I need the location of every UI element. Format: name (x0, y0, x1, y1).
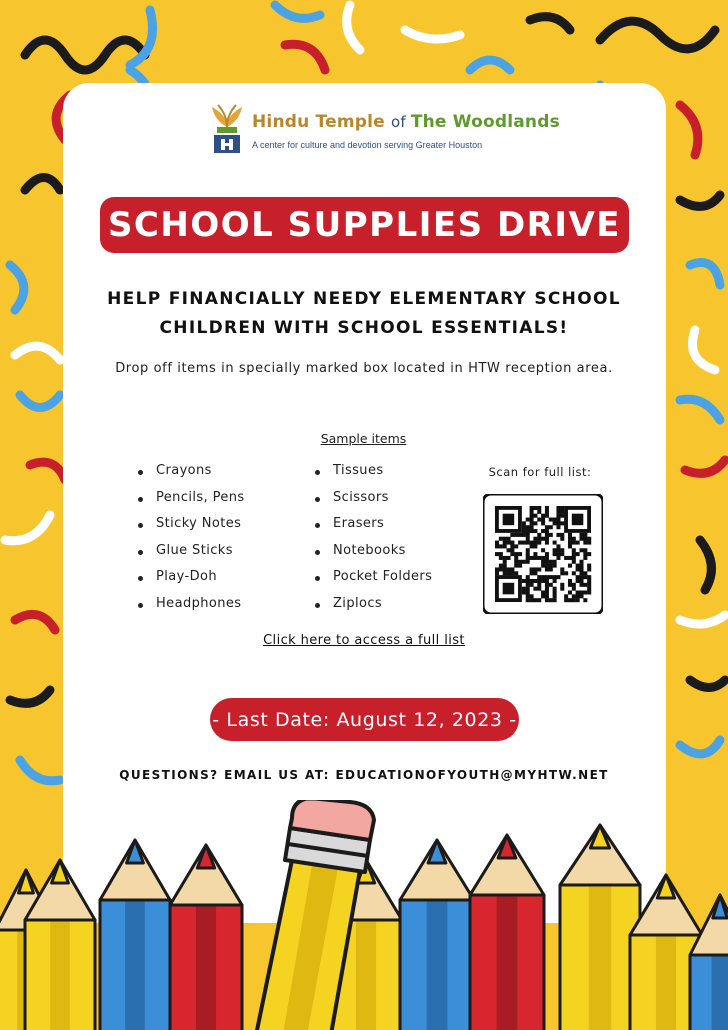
items-list-right (313, 463, 432, 623)
org-name-part2: of (390, 113, 411, 131)
list-item: Tissues (313, 463, 432, 490)
list-item: Pencils, Pens (136, 490, 245, 517)
list-item: Headphones (136, 596, 245, 623)
full-list-link-wrapper (200, 633, 528, 648)
scan-label: Scan for full list: (488, 465, 592, 479)
list-item: Erasers (313, 516, 432, 543)
qr-code-icon[interactable] (483, 494, 603, 614)
organization-name (252, 112, 560, 132)
list-item: Glue Sticks (136, 543, 245, 570)
items-list-left (136, 463, 245, 623)
list-item: Sticky Notes (136, 516, 245, 543)
headline-line-2: CHILDREN WITH SCHOOL ESSENTIALS! (159, 318, 569, 338)
org-name-part1: Hindu Temple (252, 112, 391, 132)
list-item: Crayons (136, 463, 245, 490)
organization-tagline: A center for culture and devotion serving Greater Houston (252, 140, 483, 150)
contact-email: QUESTIONS? EMAIL US AT: EDUCATIONOFYOUTH@MYHTW.NET (119, 768, 609, 782)
list-item: Notebooks (313, 543, 432, 570)
headline-line-1: HELP FINANCIALLY NEEDY ELEMENTARY SCHOOL (107, 289, 621, 309)
sample-items-heading: Sample items (320, 431, 407, 446)
list-item: Ziplocs (313, 596, 432, 623)
temple-logo-icon (208, 103, 246, 155)
last-date-text: - Last Date: August 12, 2023 - (212, 708, 517, 731)
page-title: SCHOOL SUPPLIES DRIVE (107, 205, 622, 245)
full-list-link[interactable]: Click here to access a full list (263, 633, 465, 648)
list-item: Play-Doh (136, 569, 245, 596)
last-date-badge (210, 698, 519, 741)
title-banner (100, 197, 629, 253)
org-name-part3: The Woodlands (410, 112, 560, 132)
dropoff-instructions: Drop off items in specially marked box located in HTW reception area. (115, 361, 613, 376)
pencils-illustration (0, 800, 728, 1030)
list-item: Pocket Folders (313, 569, 432, 596)
list-item: Scissors (313, 490, 432, 517)
